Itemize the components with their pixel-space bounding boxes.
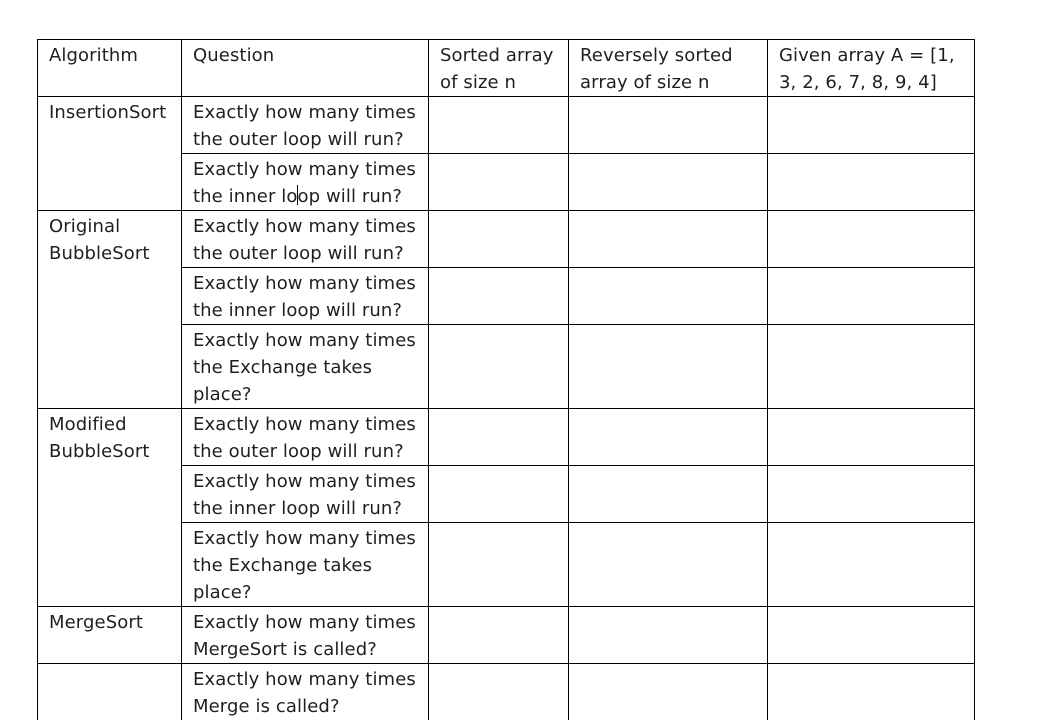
question-cell: Exactly how many times the Exchange takes place? <box>182 523 429 607</box>
table-row <box>38 607 975 664</box>
question-cell: Exactly how many times the inner loop will run? <box>182 268 429 325</box>
answer-cell-reversed[interactable] <box>569 664 768 720</box>
sorting-questions-table <box>37 39 975 720</box>
answer-cell-sorted[interactable] <box>429 664 569 720</box>
algorithm-cell-empty <box>38 664 182 720</box>
answer-cell-given[interactable] <box>768 211 975 268</box>
answer-cell-given[interactable] <box>768 664 975 720</box>
question-text-after-cursor: op will run? <box>297 186 403 207</box>
algorithm-cell-original-bubblesort: Original BubbleSort <box>38 211 182 409</box>
answer-cell-reversed[interactable] <box>569 466 768 523</box>
question-cell: Exactly how many times the outer loop will run? <box>182 409 429 466</box>
answer-cell-reversed[interactable] <box>569 97 768 154</box>
algorithm-cell-insertionsort: InsertionSort <box>38 97 182 211</box>
algorithm-cell-modified-bubblesort: Modified BubbleSort <box>38 409 182 607</box>
table-row <box>38 211 975 268</box>
answer-cell-reversed[interactable] <box>569 325 768 409</box>
answer-cell-reversed[interactable] <box>569 211 768 268</box>
header-question: Question <box>182 40 429 97</box>
answer-cell-given[interactable] <box>768 97 975 154</box>
header-row <box>38 40 975 97</box>
header-sorted-array: Sorted array of size n <box>429 40 569 97</box>
table-row <box>38 409 975 466</box>
question-text-before-cursor: Exactly how many times the inner lo <box>193 159 416 207</box>
answer-cell-reversed[interactable] <box>569 409 768 466</box>
answer-cell-given[interactable] <box>768 523 975 607</box>
header-given-array: Given array A = [1, 3, 2, 6, 7, 8, 9, 4] <box>768 40 975 97</box>
answer-cell-sorted[interactable] <box>429 325 569 409</box>
answer-cell-reversed[interactable] <box>569 154 768 211</box>
table-row <box>38 97 975 154</box>
question-cell <box>182 154 429 211</box>
question-cell: Exactly how many times Merge is called? <box>182 664 429 720</box>
answer-cell-sorted[interactable] <box>429 211 569 268</box>
answer-cell-reversed[interactable] <box>569 523 768 607</box>
answer-cell-given[interactable] <box>768 466 975 523</box>
question-cell: Exactly how many times the Exchange takes place? <box>182 325 429 409</box>
answer-cell-sorted[interactable] <box>429 154 569 211</box>
answer-cell-sorted[interactable] <box>429 466 569 523</box>
question-cell: Exactly how many times the inner loop will run? <box>182 466 429 523</box>
answer-cell-given[interactable] <box>768 325 975 409</box>
answer-cell-sorted[interactable] <box>429 607 569 664</box>
header-algorithm: Algorithm <box>38 40 182 97</box>
question-cell: Exactly how many times the outer loop will run? <box>182 97 429 154</box>
answer-cell-given[interactable] <box>768 409 975 466</box>
table-row <box>38 664 975 720</box>
algorithm-cell-mergesort: MergeSort <box>38 607 182 664</box>
question-cell: Exactly how many times the outer loop will run? <box>182 211 429 268</box>
answer-cell-given[interactable] <box>768 154 975 211</box>
answer-cell-sorted[interactable] <box>429 97 569 154</box>
question-cell: Exactly how many times MergeSort is called? <box>182 607 429 664</box>
header-reversely-sorted-array: Reversely sorted array of size n <box>569 40 768 97</box>
answer-cell-given[interactable] <box>768 268 975 325</box>
answer-cell-given[interactable] <box>768 607 975 664</box>
answer-cell-sorted[interactable] <box>429 268 569 325</box>
answer-cell-reversed[interactable] <box>569 268 768 325</box>
answer-cell-sorted[interactable] <box>429 523 569 607</box>
answer-cell-sorted[interactable] <box>429 409 569 466</box>
answer-cell-reversed[interactable] <box>569 607 768 664</box>
